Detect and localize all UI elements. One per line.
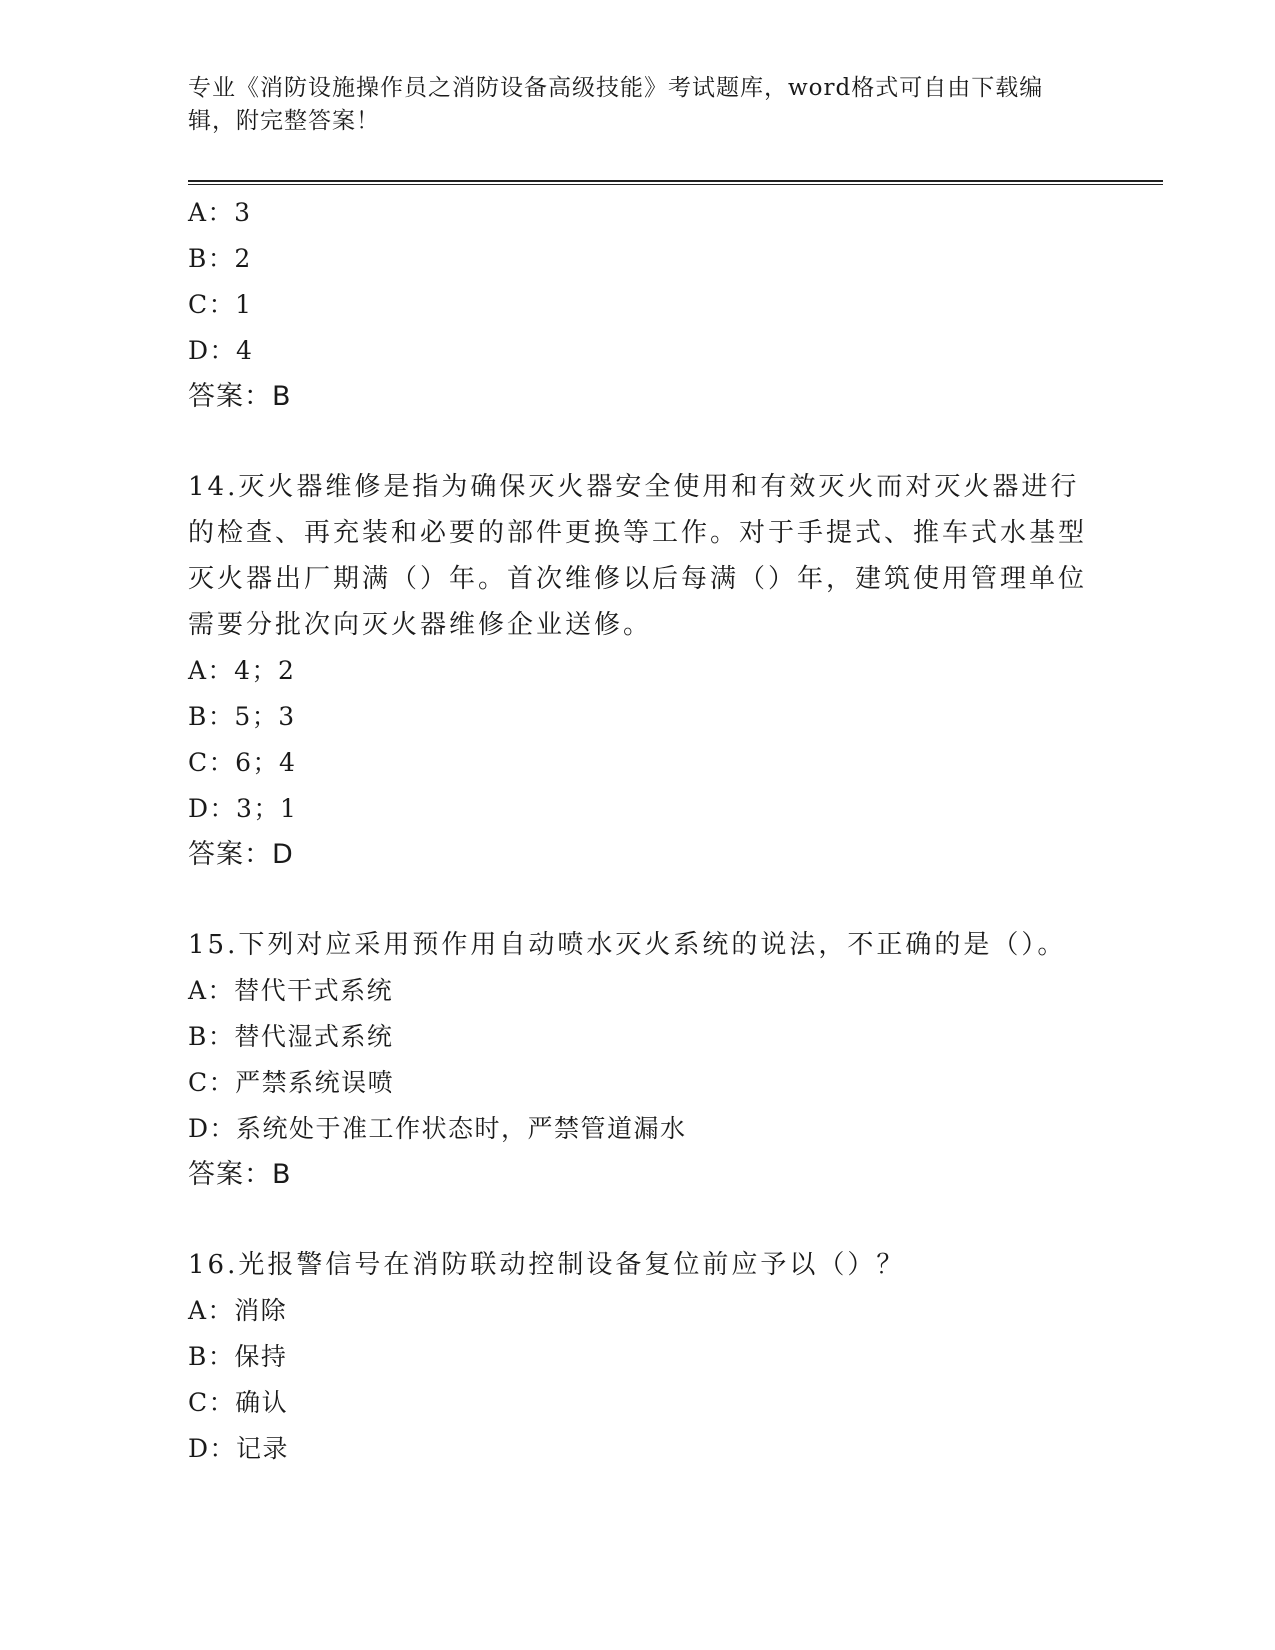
option-c: C：严禁系统误喷 [188, 1068, 395, 1097]
question-15 [188, 922, 1088, 1198]
question-stem: 15.下列对应采用预作用自动喷水灭火系统的说法，不正确的是（）。 [188, 930, 1067, 960]
question-partial [188, 190, 1088, 420]
option-a: A：替代干式系统 [188, 976, 394, 1005]
question-stem: 14.灭火器维修是指为确保灭火器安全使用和有效灭火而对灭火器进行的检查、再充装和必要的部件更换等工作。对于手提式、推车式水基型灭火器出厂期满（）年。首次维修以后每满（）年，建筑使用管理单位需要分批次向灭火器维修企业送修。 [188, 472, 1088, 640]
question-14 [188, 464, 1088, 878]
option-c: C：6；4 [188, 748, 297, 777]
header-divider-thin [188, 184, 1163, 185]
option-a: A：3 [188, 198, 252, 227]
question-16 [188, 1242, 1088, 1472]
option-c: C：1 [188, 290, 253, 319]
document-header: 专业《消防设施操作员之消防设备高级技能》考试题库，word格式可自由下载编辑，附完整答案！ [188, 75, 1044, 134]
answer-line: 答案：D [188, 839, 294, 870]
option-d: D：系统处于准工作状态时，严禁管道漏水 [188, 1114, 687, 1143]
option-a: A：4；2 [188, 656, 296, 685]
option-d: D：记录 [188, 1434, 290, 1463]
answer-line: 答案：B [188, 1159, 292, 1190]
option-b: B：2 [188, 244, 252, 273]
option-d: D：3；1 [188, 794, 298, 823]
option-d: D：4 [188, 336, 254, 365]
option-a: A：消除 [188, 1296, 288, 1325]
answer-line: 答案：B [188, 381, 292, 412]
header-divider-thick [188, 180, 1163, 182]
option-b: B：5；3 [188, 702, 296, 731]
option-c: C：确认 [188, 1388, 289, 1417]
option-b: B：替代湿式系统 [188, 1022, 394, 1051]
option-b: B：保持 [188, 1342, 288, 1371]
question-stem: 16.光报警信号在消防联动控制设备复位前应予以（）？ [188, 1250, 906, 1280]
question-list [188, 190, 1088, 1472]
